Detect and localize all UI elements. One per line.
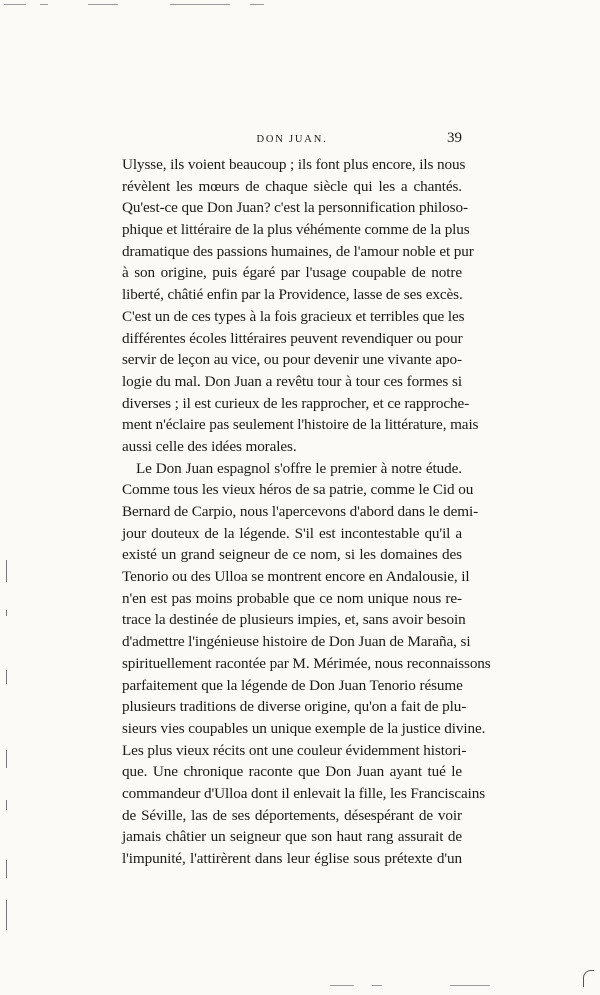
text-line: dramatique des passions humaines, de l'amour noble et pur [122, 242, 474, 260]
text-line: d'admettre l'ingénieuse histoire de Don Juan de Maraña, si [122, 633, 471, 651]
text-line: plusieurs traditions de diverse origine, qu'on a fait de plu- [122, 698, 467, 716]
text-line: servir de leçon au vice, ou pour devenir une vivante apo- [122, 351, 462, 369]
text-line: de Séville, las de ses déportements, désespérant de voir [122, 806, 462, 824]
text-line: Bernard de Carpio, nous l'apercevons d'abord dans le demi- [122, 503, 479, 520]
text-line: trace la destinée de plusieurs impies, et, sans avoir besoin [122, 611, 466, 629]
text-line: l'impunité, l'attirèrent dans leur église sous prétexte d'un [122, 850, 462, 867]
scan-edge-top [0, 2, 600, 8]
text-line: Les plus vieux récits ont une couleur évidemment histori- [122, 741, 467, 759]
text-line: existé un grand seigneur de ce nom, si les domaines des [122, 546, 462, 564]
paragraph-end-line: aussi celle des idées morales. [122, 437, 297, 455]
text-line: commandeur d'Ulloa dont il enlevait la fille, les Franciscains [122, 784, 486, 802]
scan-edge-bottom [0, 983, 600, 989]
page-number: 39 [447, 130, 462, 146]
paragraph-start-line: Le Don Juan espagnol s'offre le premier à notre étude. [136, 459, 462, 477]
scan-corner-mark [583, 970, 594, 987]
text-line: jour douteux de la légende. S'il est incontestable qu'il a [122, 524, 462, 542]
text-line: Tenorio ou des Ulloa se montrent encore en Andalousie, il [122, 568, 470, 586]
text-line: révèlent les mœurs de chaque siècle qui les a chantés. [122, 177, 462, 195]
text-line: à son origine, puis égaré par l'usage coupable de notre [122, 264, 462, 282]
text-line: que. Une chronique raconte que Don Juan ayant tué le [122, 763, 462, 781]
text-line: différentes écoles littéraires peuvent revendiquer ou pour [122, 329, 463, 347]
text-line: Ulysse, ils voient beaucoup ; ils font plus encore, ils nous [122, 156, 466, 173]
text-line: diverses ; il est curieux de les rapprocher, et ce rapproche- [122, 394, 470, 412]
text-line: Comme tous les vieux héros de sa patrie, comme le Cid ou [122, 481, 474, 499]
text-line: ment n'éclaire pas seulement l'histoire de la littérature, mais [122, 416, 479, 434]
scan-edge-left [6, 560, 10, 940]
running-head [122, 130, 462, 154]
text-line: parfaitement que la légende de Don Juan Tenorio résume [122, 676, 463, 694]
running-title: DON JUAN. [256, 134, 328, 145]
text-line: sieurs vies coupables un unique exemple de la justice divine. [122, 719, 486, 737]
text-line: Qu'est-ce que Don Juan? c'est la personnification philoso- [122, 199, 468, 217]
body-text [122, 154, 491, 870]
text-line: n'en est pas moins probable que ce nom unique nous re- [122, 589, 462, 607]
text-line: jamais châtier un seigneur que son haut rang assurait de [122, 828, 462, 846]
text-line: phique et littéraire de la plus véhémente comme de la plus [122, 221, 470, 239]
text-line: spirituellement racontée par M. Mérimée, nous reconnaissons [122, 654, 491, 672]
text-line: logie du mal. Don Juan a revêtu tour à tour ces formes si [122, 372, 462, 390]
text-line: liberté, châtié enfin par la Providence, lasse de ses excès. [122, 286, 463, 304]
text-line: C'est un de ces types à la fois gracieux et terribles que les [122, 307, 465, 325]
